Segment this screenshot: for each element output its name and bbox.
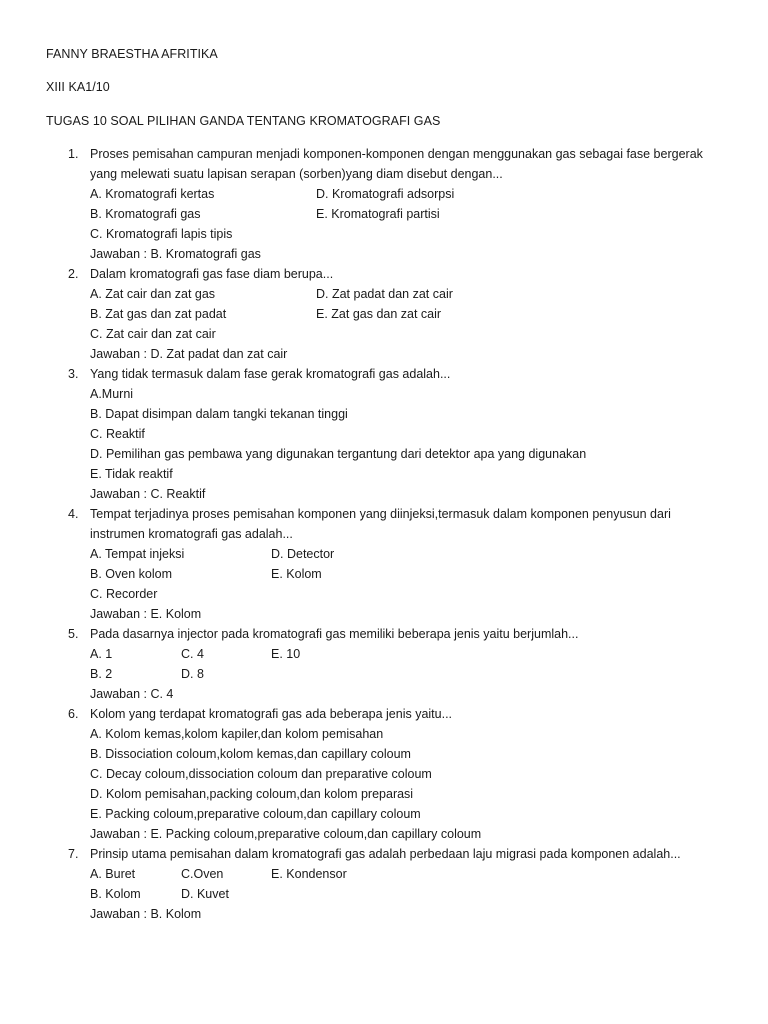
student-name: FANNY BRAESTHA AFRITIKA [46, 47, 218, 61]
option-e: E. Zat gas dan zat cair [316, 307, 442, 321]
question-text: Yang tidak termasuk dalam fase gerak kromatografi gas adalah... [90, 367, 451, 381]
option-b: B. Dapat disimpan dalam tangki tekanan tinggi [90, 407, 348, 421]
question-text: Prinsip utama pemisahan dalam kromatografi gas adalah perbedaan laju migrasi pada komponen adalah... [90, 847, 681, 861]
option-e: E. Packing coloum,preparative coloum,dan capillary coloum [90, 807, 421, 821]
option-c: C. Recorder [90, 587, 158, 601]
question-number: 5. [68, 627, 79, 641]
option-a: A.Murni [90, 387, 134, 401]
option-b: B. Oven kolom [90, 567, 172, 581]
option-a: A. Kromatografi kertas [90, 187, 215, 201]
option-d: D. Kolom pemisahan,packing coloum,dan kolom preparasi [90, 787, 414, 801]
question-text: Kolom yang terdapat kromatografi gas ada beberapa jenis yaitu... [90, 707, 453, 721]
option-a: A. 1 [90, 647, 113, 661]
answer: Jawaban : C. 4 [90, 687, 174, 701]
assignment-title: TUGAS 10 SOAL PILIHAN GANDA TENTANG KROMATOGRAFI GAS [46, 114, 441, 128]
answer: Jawaban : D. Zat padat dan zat cair [90, 347, 288, 361]
option-d: D. Zat padat dan zat cair [316, 287, 453, 301]
question-text: instrumen kromatografi gas adalah... [90, 527, 293, 541]
option-d: D. 8 [181, 667, 204, 681]
student-class: XIII KA1/10 [46, 80, 110, 94]
option-e: E. Kromatografi partisi [316, 207, 440, 221]
answer: Jawaban : E. Packing coloum,preparative coloum,dan capillary coloum [90, 827, 482, 841]
question-text: Dalam kromatografi gas fase diam berupa... [90, 267, 334, 281]
question-number: 6. [68, 707, 79, 721]
answer: Jawaban : B. Kolom [90, 907, 202, 921]
option-c: C. 4 [181, 647, 204, 661]
option-c: C. Zat cair dan zat cair [90, 327, 216, 341]
option-d: D. Kuvet [181, 887, 229, 901]
option-b: B. Zat gas dan zat padat [90, 307, 227, 321]
option-b: B. Kromatografi gas [90, 207, 201, 221]
option-c: C. Kromatografi lapis tipis [90, 227, 233, 241]
option-d: D. Pemilihan gas pembawa yang digunakan tergantung dari detektor apa yang digunakan [90, 447, 587, 461]
option-e: E. Tidak reaktif [90, 467, 173, 481]
option-a: A. Tempat injeksi [90, 547, 185, 561]
option-b: B. 2 [90, 667, 113, 681]
answer: Jawaban : C. Reaktif [90, 487, 206, 501]
question-text: Tempat terjadinya proses pemisahan komponen yang diinjeksi,termasuk dalam komponen penyusun dari [90, 507, 671, 521]
option-a: A. Buret [90, 867, 136, 881]
option-d: D. Detector [271, 547, 335, 561]
question-number: 2. [68, 267, 79, 281]
option-e: E. 10 [271, 647, 301, 661]
option-c: C.Oven [181, 867, 224, 881]
question-number: 1. [68, 147, 79, 161]
option-a: A. Zat cair dan zat gas [90, 287, 216, 301]
answer: Jawaban : E. Kolom [90, 607, 202, 621]
question-text: yang melewati suatu lapisan serapan (sorben)yang diam disebut dengan... [90, 167, 503, 181]
question-text: Pada dasarnya injector pada kromatografi gas memiliki beberapa jenis yaitu berjumlah... [90, 627, 579, 641]
question-number: 3. [68, 367, 79, 381]
option-b: B. Dissociation coloum,kolom kemas,dan capillary coloum [90, 747, 411, 761]
answer: Jawaban : B. Kromatografi gas [90, 247, 261, 261]
option-d: D. Kromatografi adsorpsi [316, 187, 455, 201]
question-number: 4. [68, 507, 79, 521]
option-c: C. Reaktif [90, 427, 145, 441]
option-e: E. Kolom [271, 567, 322, 581]
question-text: Proses pemisahan campuran menjadi komponen-komponen dengan menggunakan gas sebagai fase bergerak [90, 147, 703, 161]
question-number: 7. [68, 847, 79, 861]
option-c: C. Decay coloum,dissociation coloum dan preparative coloum [90, 767, 432, 781]
option-a: A. Kolom kemas,kolom kapiler,dan kolom pemisahan [90, 727, 384, 741]
option-e: E. Kondensor [271, 867, 347, 881]
option-b: B. Kolom [90, 887, 141, 901]
